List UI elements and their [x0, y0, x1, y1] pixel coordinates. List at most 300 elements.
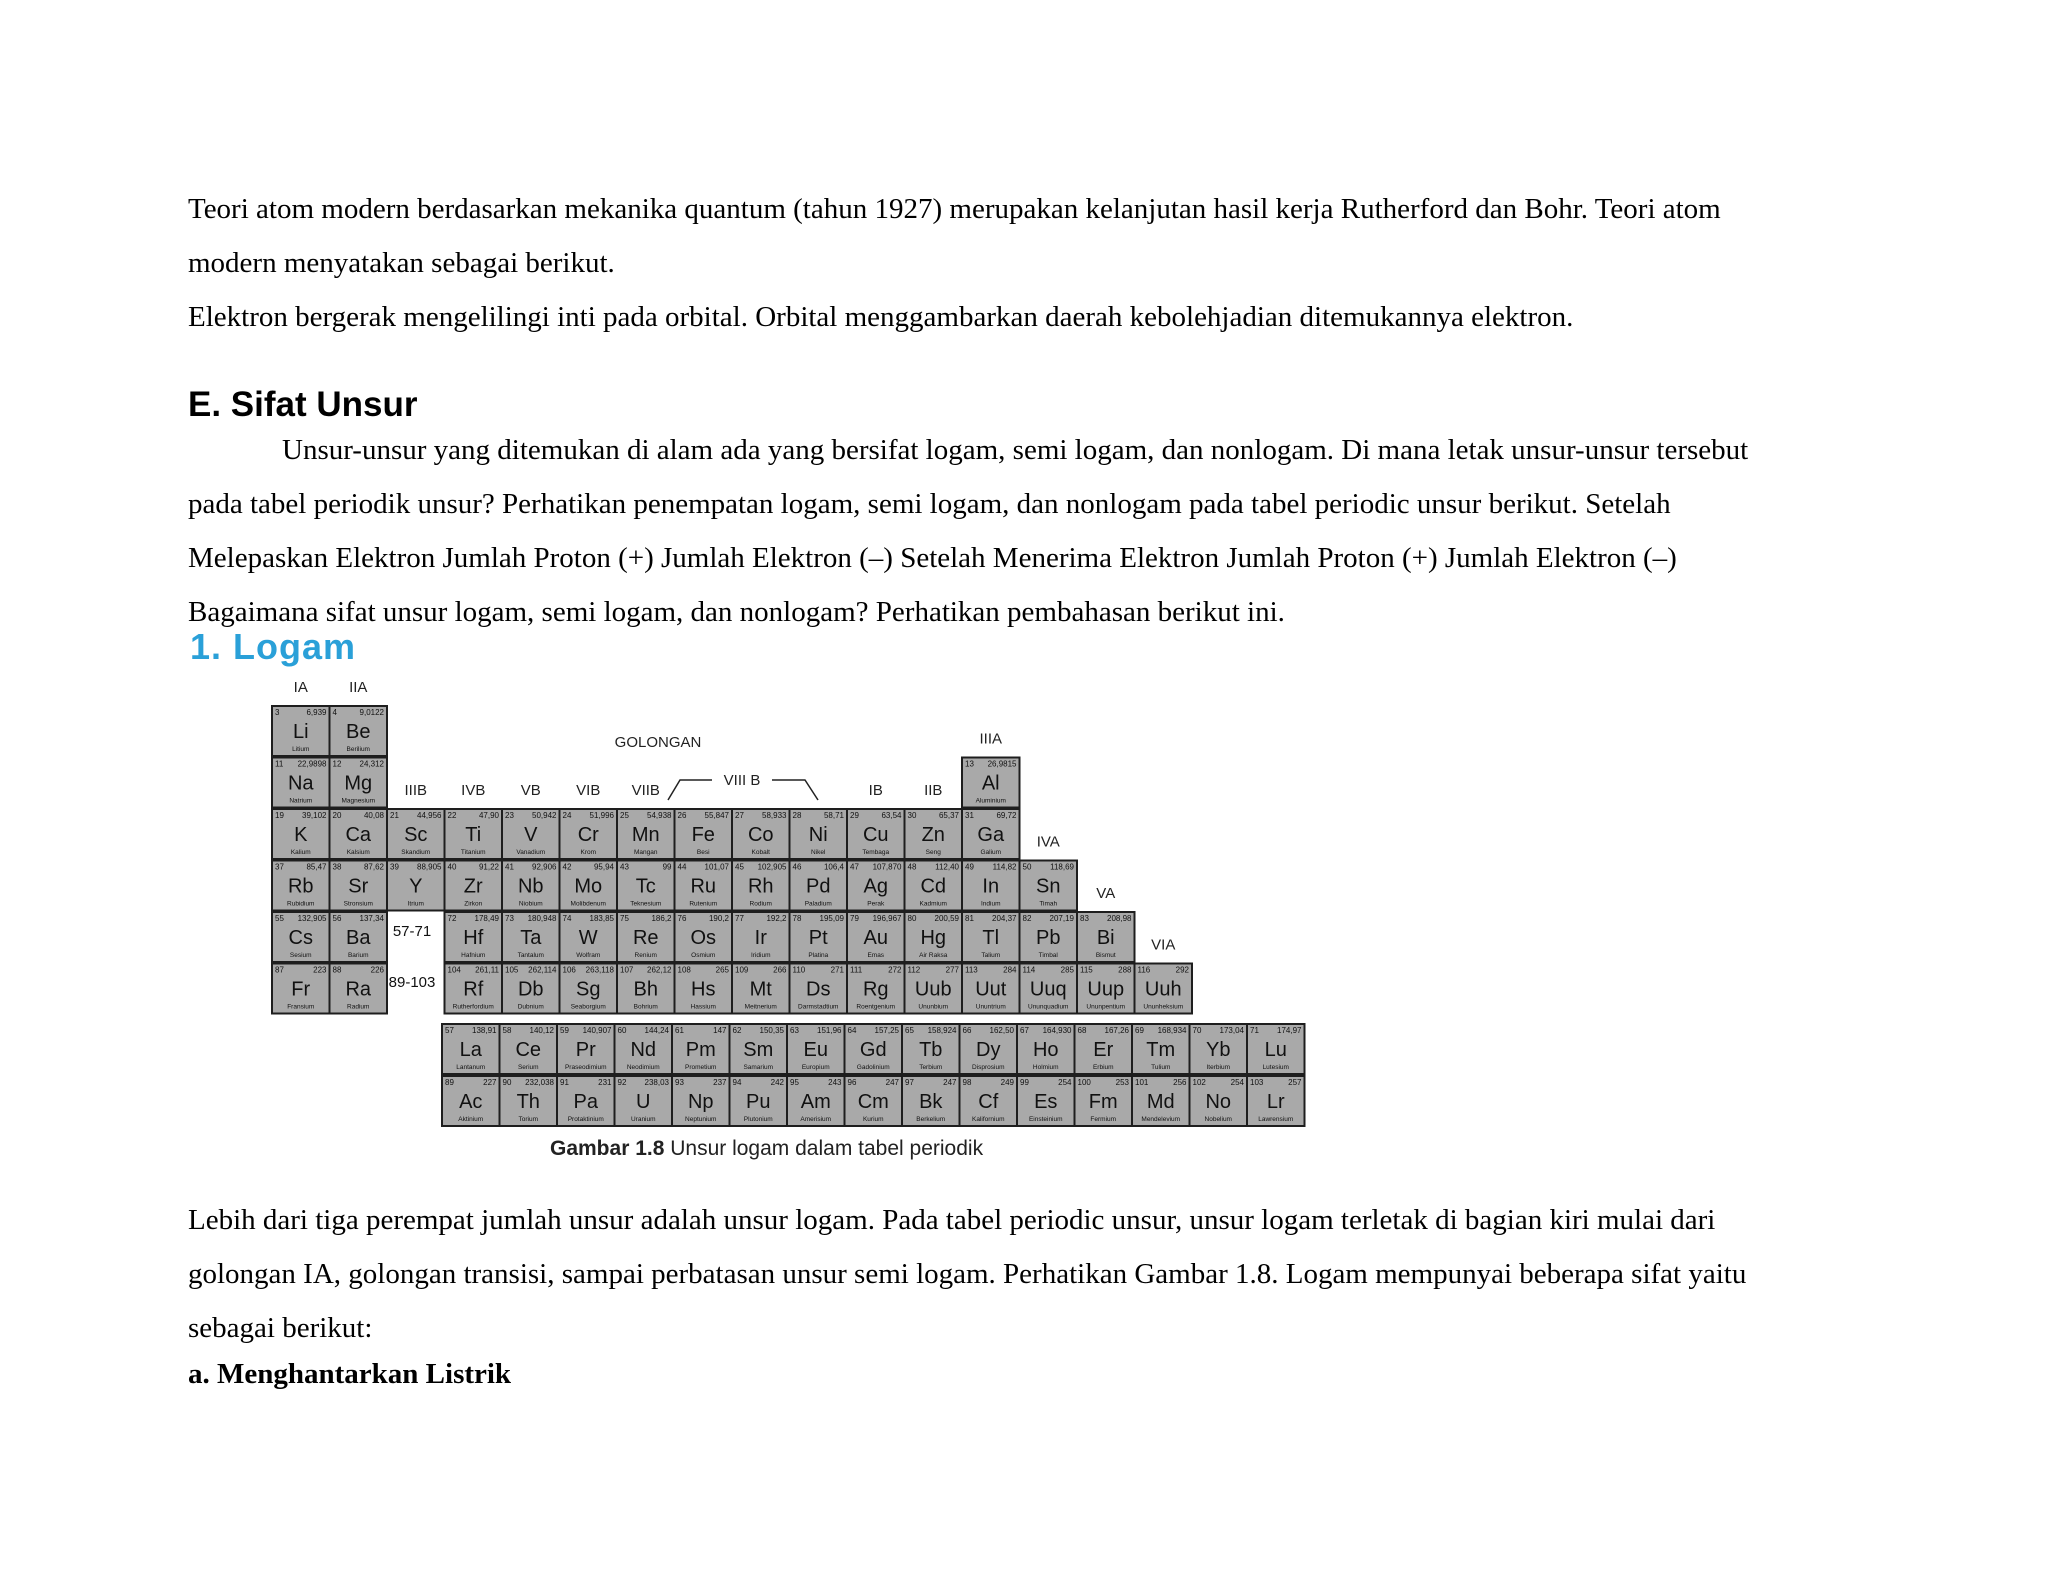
- atomic-number: 64: [847, 1026, 857, 1035]
- element-symbol: Uub: [914, 978, 952, 1001]
- element-cell-pd: [790, 861, 848, 911]
- atomic-number: 60: [617, 1026, 627, 1035]
- caption-bold: Gambar 1.8: [550, 1137, 665, 1160]
- element-symbol: Uuh: [1144, 978, 1182, 1001]
- element-cell-uup: [1077, 964, 1135, 1014]
- element-name: Prometium: [685, 1064, 717, 1071]
- element-name: Bismut: [1095, 952, 1116, 959]
- element-symbol: Y: [409, 875, 423, 898]
- atomic-mass: 147: [713, 1026, 727, 1035]
- element-symbol: In: [982, 875, 1000, 898]
- atomic-number: 13: [965, 759, 974, 769]
- element-cell-er: [1075, 1024, 1133, 1074]
- atomic-number: 41: [505, 862, 514, 872]
- element-name: Natrium: [289, 797, 313, 805]
- atomic-mass: 54,938: [647, 811, 672, 820]
- atomic-number: 75: [620, 914, 629, 923]
- atomic-mass: 106,4: [823, 862, 844, 872]
- atomic-number: 55: [275, 914, 284, 923]
- element-symbol: Os: [690, 927, 717, 949]
- element-cell-co: [732, 809, 790, 859]
- element-name: Platina: [808, 952, 829, 959]
- element-symbol: Mn: [631, 824, 660, 846]
- atomic-mass: 150,35: [759, 1026, 784, 1035]
- atomic-number: 27: [735, 811, 744, 820]
- intro-line-1: Teori atom modern berdasarkan mekanika quantum (tahun 1927) merupakan kelanjutan hasil kerja Rutherford dan Bohr. Teori atom: [188, 193, 1721, 225]
- atomic-mass: 137,34: [359, 914, 384, 923]
- element-name: Seng: [925, 849, 941, 856]
- element-symbol: Ca: [345, 824, 372, 846]
- element-name: Skandium: [401, 849, 431, 856]
- atomic-mass: 47,90: [478, 811, 499, 820]
- element-name: Einsteinium: [1028, 1116, 1063, 1123]
- atomic-mass: 173,04: [1219, 1026, 1244, 1035]
- element-symbol: Be: [346, 721, 371, 743]
- element-cell-hg: [905, 912, 963, 962]
- element-cell-re: [617, 912, 675, 962]
- element-symbol: Lr: [1266, 1091, 1285, 1113]
- element-cell-fe: [675, 809, 733, 859]
- element-symbol: Pm: [685, 1039, 716, 1061]
- atomic-mass: 253: [1115, 1078, 1129, 1087]
- element-name: Mangan: [634, 849, 658, 856]
- atomic-mass: 85,47: [306, 862, 327, 872]
- atomic-number: 40: [447, 862, 457, 872]
- element-name: Lantanum: [456, 1064, 486, 1071]
- element-cell-k: [272, 809, 330, 859]
- element-symbol: Pr: [575, 1039, 596, 1061]
- atomic-mass: 95,94: [593, 862, 614, 872]
- element-cell-sn: [1020, 861, 1078, 911]
- element-symbol: Ir: [754, 927, 767, 949]
- atomic-number: 100: [1077, 1078, 1091, 1087]
- atomic-number: 115: [1080, 965, 1093, 975]
- actinide-cells: [442, 1076, 1305, 1126]
- atomic-number: 112: [907, 965, 921, 975]
- element-name: Renium: [634, 952, 657, 959]
- atomic-number: 23: [505, 811, 514, 820]
- atomic-number: 19: [275, 811, 284, 820]
- element-name: Rutenium: [689, 900, 718, 908]
- atomic-mass: 51,996: [589, 811, 614, 820]
- element-symbol: No: [1205, 1091, 1232, 1113]
- atomic-mass: 158,924: [927, 1026, 957, 1035]
- element-name: Titanium: [460, 849, 486, 856]
- atomic-number: 103: [1250, 1078, 1264, 1087]
- atomic-number: 83: [1080, 914, 1089, 923]
- element-symbol: Rh: [747, 875, 774, 898]
- atomic-number: 96: [847, 1078, 857, 1087]
- atomic-number: 31: [965, 811, 974, 820]
- element-cell-pt: [790, 912, 848, 962]
- atomic-mass: 242: [770, 1078, 784, 1087]
- element-cell-am: [787, 1076, 845, 1126]
- group-label: IIIA: [979, 730, 1003, 748]
- element-name: Kobalt: [751, 849, 770, 856]
- element-name: Berilium: [346, 746, 370, 753]
- atomic-mass: 192,2: [766, 914, 787, 923]
- element-symbol: K: [294, 824, 308, 846]
- element-cell-ga: [962, 809, 1020, 859]
- atomic-number: 99: [1020, 1078, 1029, 1087]
- atomic-number: 92: [617, 1078, 627, 1087]
- element-cell-pa: [557, 1076, 615, 1126]
- atomic-mass: 140,12: [529, 1026, 554, 1035]
- element-name: Seaborgium: [570, 1003, 606, 1011]
- atomic-number: 38: [332, 862, 342, 872]
- atomic-mass: 157,25: [874, 1026, 899, 1035]
- element-cell-tc: [617, 861, 675, 911]
- element-symbol: Mo: [574, 875, 603, 898]
- atomic-mass: 261,11: [475, 965, 499, 975]
- atomic-number: 22: [447, 811, 457, 820]
- atomic-mass: 151,96: [817, 1026, 842, 1035]
- element-symbol: Li: [292, 721, 309, 743]
- element-symbol: Nb: [517, 875, 544, 898]
- atomic-number: 12: [332, 759, 342, 769]
- element-cell-ba: [330, 912, 388, 962]
- element-cell-be: [330, 706, 388, 756]
- atomic-mass: 243: [828, 1078, 842, 1087]
- element-cell-y: [387, 861, 445, 911]
- element-name: Hassium: [690, 1003, 716, 1011]
- element-name: Sesium: [289, 952, 312, 959]
- element-name: Besi: [696, 849, 710, 856]
- element-symbol: Mt: [749, 978, 772, 1001]
- atomic-number: 42: [562, 862, 572, 872]
- atomic-number: 65: [905, 1026, 914, 1035]
- atomic-number: 66: [962, 1026, 972, 1035]
- element-name: Timbal: [1038, 952, 1058, 959]
- group-label: IIA: [349, 679, 368, 696]
- atomic-number: 108: [677, 965, 691, 975]
- atomic-mass: 247: [885, 1078, 899, 1087]
- element-name: Darmstadtium: [798, 1003, 839, 1011]
- group-label: VIB: [576, 782, 601, 799]
- element-cell-tm: [1132, 1024, 1190, 1074]
- element-name: Erbium: [1092, 1064, 1114, 1071]
- atomic-number: 37: [275, 862, 284, 872]
- atomic-mass: 107,870: [872, 862, 902, 872]
- after-line-3: sebagai berikut:: [188, 1312, 373, 1344]
- element-cell-os: [675, 912, 733, 962]
- element-cell-ni: [790, 809, 848, 859]
- element-name: Kalium: [290, 849, 311, 856]
- element-name: Rubidium: [287, 900, 315, 908]
- element-name: Torium: [518, 1116, 539, 1123]
- element-cell-bh: [617, 964, 675, 1014]
- element-name: Ununheksium: [1143, 1003, 1184, 1011]
- atomic-mass: 91,22: [478, 862, 499, 872]
- element-name: Iterbium: [1206, 1064, 1230, 1071]
- element-cell-cs: [272, 912, 330, 962]
- element-symbol: Fe: [691, 824, 715, 846]
- element-symbol: U: [636, 1091, 651, 1113]
- atomic-mass: 167,26: [1104, 1026, 1129, 1035]
- element-symbol: Re: [632, 927, 659, 949]
- element-name: Rodium: [749, 900, 772, 908]
- element-symbol: Fr: [291, 978, 311, 1001]
- element-symbol: Sg: [576, 978, 601, 1001]
- element-symbol: Ti: [465, 824, 482, 846]
- element-symbol: Ni: [808, 824, 828, 846]
- element-name: Samarium: [743, 1064, 774, 1071]
- element-cell-cm: [845, 1076, 903, 1126]
- element-cell-sr: [330, 861, 388, 911]
- element-cell-sc: [387, 809, 445, 859]
- after-line-1: Lebih dari tiga perempat jumlah unsur adalah unsur logam. Pada tabel periodic unsur, unsur logam terletak di bagian kiri mulai dari: [188, 1204, 1716, 1236]
- atomic-mass: 284: [1003, 965, 1017, 975]
- group-label: VA: [1096, 885, 1116, 902]
- atomic-number: 82: [1022, 914, 1032, 923]
- atomic-mass: 231: [598, 1078, 612, 1087]
- element-name: Kurium: [862, 1116, 884, 1123]
- element-cell-rf: [445, 964, 503, 1014]
- atomic-mass: 271: [830, 965, 844, 975]
- atomic-number: 114: [1022, 965, 1036, 975]
- atomic-number: 81: [965, 914, 974, 923]
- element-cell-uuh: [1135, 964, 1193, 1014]
- element-name: Ununpentium: [1086, 1003, 1126, 1011]
- element-cell-ti: [445, 809, 503, 859]
- atomic-number: 56: [332, 914, 342, 923]
- element-symbol: Uut: [975, 978, 1007, 1001]
- element-symbol: V: [524, 824, 538, 846]
- figure-title: 1. Logam: [190, 626, 357, 667]
- group-label: VIIB: [631, 782, 660, 799]
- element-name: Fermium: [1090, 1116, 1117, 1123]
- element-name: Emas: [867, 952, 885, 959]
- atomic-number: 105: [505, 965, 519, 975]
- atomic-number: 95: [790, 1078, 799, 1087]
- atomic-number: 80: [907, 914, 917, 923]
- element-cell-mg: [330, 758, 388, 808]
- atomic-number: 109: [735, 965, 749, 975]
- element-cell-np: [672, 1076, 730, 1126]
- element-symbol: Uup: [1087, 978, 1125, 1001]
- atomic-mass: 138,91: [472, 1026, 497, 1035]
- element-name: Protaktinium: [567, 1116, 604, 1123]
- atomic-number: 106: [562, 965, 576, 975]
- element-symbol: Cr: [577, 824, 599, 846]
- element-name: Uranium: [630, 1116, 656, 1123]
- atomic-mass: 144,24: [644, 1026, 669, 1035]
- atomic-number: 101: [1135, 1078, 1149, 1087]
- atomic-number: 111: [850, 965, 863, 975]
- atomic-number: 94: [732, 1078, 742, 1087]
- element-symbol: Sn: [1036, 875, 1061, 898]
- atomic-number: 11: [275, 759, 284, 769]
- group-label: VIA: [1151, 936, 1176, 954]
- element-name: Stronsium: [343, 900, 373, 908]
- element-name: Kalsium: [346, 849, 370, 856]
- atomic-mass: 195,09: [819, 914, 844, 923]
- element-symbol: Ag: [863, 875, 888, 898]
- element-symbol: Mg: [344, 772, 373, 795]
- element-cell-mo: [560, 861, 618, 911]
- golongan-label: GOLONGAN: [614, 734, 702, 751]
- atomic-number: 110: [792, 965, 806, 975]
- element-symbol: Tl: [982, 927, 1000, 949]
- atomic-number: 93: [675, 1078, 684, 1087]
- element-name: Praseodimium: [564, 1064, 607, 1071]
- element-name: Amerisium: [800, 1116, 832, 1123]
- element-cell-tb: [902, 1024, 960, 1074]
- atomic-mass: 207,19: [1049, 914, 1074, 923]
- element-cell-v: [502, 809, 560, 859]
- element-cell-pu: [730, 1076, 788, 1126]
- element-symbol: Rg: [862, 978, 889, 1001]
- element-name: Indium: [980, 900, 1001, 908]
- element-name: Aluminium: [975, 797, 1006, 805]
- main-table-cells: [272, 706, 1192, 1014]
- element-cell-la: [442, 1024, 500, 1074]
- element-cell-ac: [442, 1076, 500, 1126]
- atomic-mass: 69,72: [996, 811, 1017, 820]
- atomic-number: 20: [332, 811, 342, 820]
- atomic-mass: 200,59: [934, 914, 959, 923]
- lanthanide-cells: [442, 1024, 1305, 1074]
- element-cell-nd: [615, 1024, 673, 1074]
- element-name: Itrium: [407, 900, 424, 908]
- atomic-number: 26: [677, 811, 687, 820]
- element-name: Plutonium: [743, 1116, 773, 1123]
- atomic-mass: 288: [1118, 965, 1132, 975]
- caption-rest: Unsur logam dalam tabel periodik: [664, 1137, 984, 1160]
- element-name: Ununquadium: [1028, 1003, 1069, 1011]
- atomic-number: 28: [792, 811, 802, 820]
- atomic-number: 73: [505, 914, 514, 923]
- atomic-mass: 164,930: [1042, 1026, 1072, 1035]
- atomic-number: 45: [735, 862, 744, 872]
- element-symbol: Ac: [459, 1091, 483, 1113]
- atomic-mass: 114,82: [992, 862, 1017, 872]
- element-cell-sg: [560, 964, 618, 1014]
- element-name: Bohrium: [633, 1003, 658, 1011]
- atomic-mass: 101,07: [704, 862, 729, 872]
- atomic-mass: 58,933: [762, 811, 787, 820]
- atomic-mass: 162,50: [989, 1026, 1014, 1035]
- atomic-mass: 277: [945, 965, 959, 975]
- element-name: Aktinium: [458, 1116, 484, 1123]
- atomic-mass: 88,905: [417, 862, 442, 872]
- atomic-mass: 40,08: [363, 811, 384, 820]
- element-name: Disprosium: [971, 1064, 1005, 1071]
- atomic-number: 49: [965, 862, 974, 872]
- atomic-number: 69: [1135, 1026, 1144, 1035]
- element-symbol: Db: [517, 978, 544, 1001]
- atomic-mass: 50,942: [532, 811, 557, 820]
- element-cell-rh: [732, 861, 790, 911]
- element-cell-fr: [272, 964, 330, 1014]
- atomic-number: 90: [502, 1078, 512, 1087]
- element-cell-hs: [675, 964, 733, 1014]
- element-symbol: La: [459, 1039, 482, 1061]
- element-symbol: Hs: [691, 978, 716, 1001]
- element-cell-au: [847, 912, 905, 962]
- element-name: Kadmium: [919, 900, 947, 908]
- element-symbol: Eu: [803, 1039, 828, 1061]
- element-symbol: Pt: [808, 927, 828, 949]
- element-cell-no: [1190, 1076, 1248, 1126]
- element-name: Barium: [347, 952, 369, 959]
- atomic-mass: 39,102: [302, 811, 327, 820]
- element-cell-es: [1017, 1076, 1075, 1126]
- element-cell-pm: [672, 1024, 730, 1074]
- element-cell-th: [500, 1076, 558, 1126]
- atomic-mass: 265: [715, 965, 729, 975]
- atomic-mass: 257: [1288, 1078, 1302, 1087]
- element-symbol: Fm: [1088, 1091, 1118, 1113]
- element-name: Serium: [517, 1064, 539, 1071]
- element-name: Roentgenium: [856, 1003, 896, 1011]
- element-cell-mn: [617, 809, 675, 859]
- intro-line-3: Elektron bergerak mengelilingi inti pada orbital. Orbital menggambarkan daerah kebolehjadian ditemukannya elektron.: [188, 301, 1574, 333]
- element-cell-ds: [790, 964, 848, 1014]
- atomic-number: 72: [447, 914, 457, 923]
- atomic-mass: 272: [888, 965, 902, 975]
- atomic-number: 4: [332, 708, 337, 717]
- atomic-number: 113: [965, 965, 978, 975]
- element-cell-lu: [1247, 1024, 1305, 1074]
- element-name: Iridium: [750, 952, 771, 959]
- element-symbol: Uuq: [1029, 978, 1067, 1001]
- element-symbol: Sm: [743, 1039, 774, 1061]
- atomic-number: 59: [560, 1026, 569, 1035]
- group-label: IIB: [924, 782, 943, 799]
- element-cell-cd: [905, 861, 963, 911]
- element-name: Molibdenum: [570, 900, 606, 908]
- atomic-mass: 249: [1000, 1078, 1014, 1087]
- element-symbol: Yb: [1206, 1039, 1231, 1061]
- element-symbol: Sr: [348, 875, 369, 898]
- element-symbol: Md: [1146, 1091, 1175, 1113]
- atomic-mass: 99: [662, 862, 672, 872]
- element-cell-yb: [1190, 1024, 1248, 1074]
- element-cell-rg: [847, 964, 905, 1014]
- atomic-number: 21: [390, 811, 399, 820]
- atomic-mass: 63,54: [881, 811, 902, 820]
- atomic-mass: 237: [713, 1078, 727, 1087]
- atomic-mass: 174,97: [1277, 1026, 1302, 1035]
- atomic-number: 74: [562, 914, 572, 923]
- atomic-mass: 65,37: [938, 811, 959, 820]
- element-cell-ir: [732, 912, 790, 962]
- element-cell-cu: [847, 809, 905, 859]
- element-name: Lawrensium: [1258, 1116, 1294, 1123]
- atomic-number: 79: [850, 914, 859, 923]
- section-line-4: Bagaimana sifat unsur logam, semi logam, dan nonlogam? Perhatikan pembahasan berikut ini.: [188, 596, 1285, 628]
- atomic-mass: 178,49: [474, 914, 499, 923]
- section-heading: E. Sifat Unsur: [188, 385, 418, 424]
- element-symbol: Bi: [1096, 927, 1115, 949]
- element-name: Fransium: [287, 1003, 315, 1011]
- atomic-mass: 118,69: [1050, 862, 1074, 872]
- element-symbol: Cf: [978, 1091, 999, 1113]
- atomic-number: 29: [850, 811, 859, 820]
- section-line-2: pada tabel periodik unsur? Perhatikan penempatan logam, semi logam, dan nonlogam pada tabel periodic unsur berikut. Setelah: [188, 488, 1671, 520]
- atomic-number: 87: [275, 965, 284, 975]
- atomic-number: 67: [1020, 1026, 1029, 1035]
- element-name: Tulium: [1151, 1064, 1171, 1071]
- atomic-number: 98: [962, 1078, 972, 1087]
- element-cell-cf: [960, 1076, 1018, 1126]
- atomic-mass: 254: [1230, 1078, 1244, 1087]
- group-label: IA: [293, 679, 308, 696]
- element-name: Holmium: [1032, 1064, 1059, 1071]
- atomic-mass: 208,98: [1107, 914, 1132, 923]
- element-symbol: Pb: [1036, 927, 1061, 949]
